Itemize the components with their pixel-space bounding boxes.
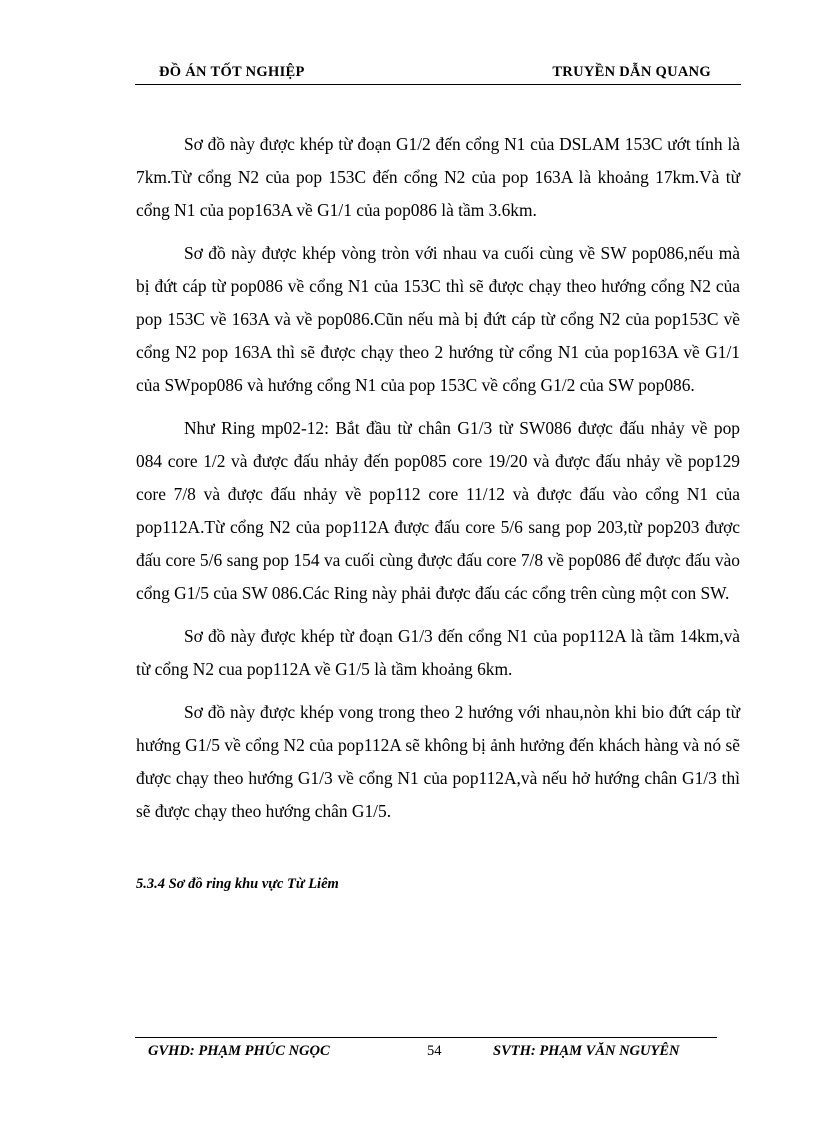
paragraph-2: Sơ đồ này được khép vòng tròn với nhau va cuối cùng về SW pop086,nếu mà bị đứt cáp từ pop086 về cổng N1 của 153C thì sẽ được chạy theo hướng cổng N2 của pop 153C về 163A và về pop086.Cũn nếu mà bị đứt cáp từ cổng N2 của pop153C về cổng N2 pop 163A thì sẽ được chạy theo 2 hướng từ cổng N1 của pop163A về G1/1 của SWpop086 và hướng cổng N1 của pop 153C về cổng G1/2 của SW pop086. — [136, 243, 740, 395]
footer-supervisor: GVHD: PHẠM PHÚC NGỌC — [148, 1043, 330, 1059]
page-header — [135, 62, 741, 85]
footer-student: SVTH: PHẠM VĂN NGUYÊN — [493, 1043, 680, 1059]
paragraph-1: Sơ đồ này được khép từ đoạn G1/2 đến cổng N1 của DSLAM 153C ướt tính là 7km.Từ cổng N2 của pop 153C đến cổng N2 của pop 163A là khoảng 17km.Và từ cổng N1 của pop163A về G1/1 của pop086 là tầm 3.6km. — [136, 134, 740, 220]
paragraph-3: Như Ring mp02-12: Bắt đầu từ chân G1/3 từ SW086 được đấu nhảy về pop 084 core 1/2 và được đấu nhảy đến pop085 core 19/20 và được đấu nhảy về pop129 core 7/8 và được đấu nhảy về pop112 core 11/12 và được đấu vào cổng N1 của pop112A.Từ cổng N2 của pop112A được đấu core 5/6 sang pop 203,từ pop203 được đấu core 5/6 sang pop 154 va cuối cùng được đấu core 7/8 về pop086 để được đấu vào cổng G1/5 của SW 086.Các Ring này phải được đấu các cổng trên cùng một con SW. — [136, 418, 740, 603]
paragraph-5: Sơ đồ này được khép vong trong theo 2 hướng với nhau,nòn khi bio đứt cáp từ hướng G1/5 về cổng N2 của pop112A sẽ không bị ảnh hưởng đến khách hàng và nó sẽ được chạy theo hướng G1/3 về cổng N1 của pop112A,và nếu hở hướng chân G1/3 thì sẽ được chạy theo hướng chân G1/5. — [136, 702, 740, 821]
body-text — [136, 128, 740, 828]
header-title-right: TRUYỀN DẪN QUANG — [552, 64, 711, 80]
page-number: 54 — [427, 1043, 442, 1059]
paragraph-4: Sơ đồ này được khép từ đoạn G1/3 đến cổng N1 của pop112A là tầm 14km,và từ cổng N2 cua pop112A về G1/5 là tầm khoảng 6km. — [136, 626, 740, 679]
footer-divider — [135, 1037, 717, 1038]
section-heading: 5.3.4 Sơ đồ ring khu vực Từ Liêm — [136, 876, 339, 892]
header-title-left: ĐỒ ÁN TỐT NGHIỆP — [159, 64, 305, 80]
